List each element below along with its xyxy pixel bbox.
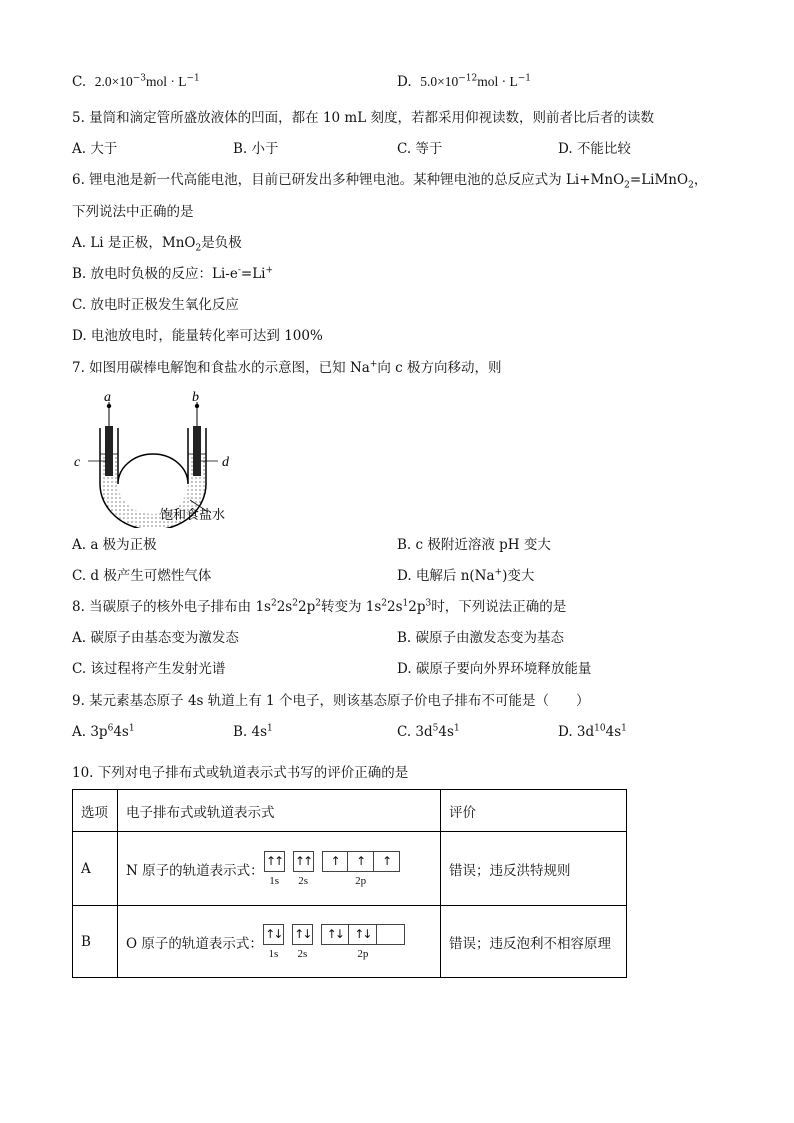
orbital-2s: ↑↑ 2s	[293, 851, 314, 887]
electrode-left	[105, 426, 113, 476]
q5-option-d: D. 不能比较	[558, 141, 631, 157]
orbital-1s: ↑↑ 1s	[264, 851, 285, 887]
fig-label-c: c	[74, 455, 81, 470]
orbital-2p: ↑ ↑ ↑ 2p	[322, 851, 400, 887]
table-row	[73, 906, 627, 978]
q8-option-c: C. 该过程将产生发射光谱	[72, 661, 226, 677]
row-a-eval: 错误；违反洪特规则	[441, 832, 627, 906]
q4-option-d: D. $5.0\times 10^{-12}mol \cdot L^{-1}$	[397, 73, 532, 90]
fig-label-solution: 饱和食盐水	[160, 508, 226, 523]
q8-stem: 8. 当碳原子的核外电子排布由 $1s^22s^22p^2$转变为 $1s^22s^12p^3$时，下列说法正确的是	[72, 598, 567, 615]
row-b-expression	[118, 906, 441, 978]
q7-option-d: D. 电解后 n(Na+)变大	[397, 567, 535, 584]
q10-stem: 10. 下列对电子排布式或轨道表示式书写的评价正确的是	[72, 765, 409, 781]
electrode-right	[193, 426, 201, 476]
row-a-desc: N 原子的轨道表示式：	[126, 862, 264, 879]
q9-option-a: A. $3p^64s^1$	[72, 723, 135, 740]
q5-option-c: C. 等于	[397, 141, 443, 157]
q8-option-d: D. 碳原子要向外界环境释放能量	[397, 661, 592, 677]
table-header-expression: 电子排布式或轨道表示式	[118, 790, 441, 832]
row-a-expression	[118, 832, 441, 906]
table-header-evaluation: 评价	[441, 790, 627, 832]
q5-option-a: A. 大于	[72, 141, 118, 157]
q9-stem: 9. 某元素基态原子 4s 轨道上有 1 个电子，则该基态原子价电子排布不可能是（ ）	[72, 693, 590, 709]
q6-stem-line2: 下列说法中正确的是	[72, 204, 194, 220]
u-tube-inner	[118, 428, 188, 484]
row-a-option: A	[73, 832, 118, 906]
orbital-2s: ↑↓ 2s	[292, 924, 313, 960]
q6-option-c: C. 放电时正极发生氧化反应	[72, 297, 239, 313]
q7-option-c: C. d 极产生可燃性气体	[72, 568, 212, 584]
table-row	[73, 832, 627, 906]
table-header-option: 选项	[73, 790, 118, 832]
q7-stem: 7. 如图用碳棒电解饱和食盐水的示意图，已知 Na+向 c 极方向移动，则	[72, 359, 502, 376]
row-b-option: B	[73, 906, 118, 978]
q10-table	[72, 789, 627, 978]
q5-stem: 5. 量筒和滴定管所盛放液体的凹面，都在 10 mL 刻度，若都采用仰视读数，则前者比后者的读数	[72, 110, 654, 126]
q9-option-b: B. $4s^1$	[233, 723, 273, 740]
q8-option-b: B. 碳原子由激发态变为基态	[397, 630, 565, 646]
q9-option-c: C. $3d^54s^1$	[397, 723, 460, 740]
orbital-1s: ↑↓ 1s	[263, 924, 284, 960]
q6-option-b: B. 放电时负极的反应：Li-e-=Li+	[72, 265, 274, 282]
fig-label-b: b	[192, 390, 199, 405]
row-b-desc: O 原子的轨道表示式：	[126, 935, 263, 952]
q6-option-a: A. Li 是正极，MnO$_2$是负极	[72, 235, 242, 254]
q7-option-b: B. c 极附近溶液 pH 变大	[397, 537, 551, 553]
q7-option-a: A. a 极为正极	[72, 537, 157, 553]
fig-label-d: d	[222, 455, 229, 470]
electrolysis-figure	[70, 388, 250, 528]
q8-option-a: A. 碳原子由基态变为激发态	[72, 630, 239, 646]
q9-option-d: D. $3d^{10}4s^1$	[558, 723, 627, 740]
orbital-2p: ↑↓ ↑↓ 2p	[321, 924, 405, 960]
q6-option-d: D. 电池放电时，能量转化率可达到 100%	[72, 328, 323, 344]
row-b-eval: 错误；违反泡利不相容原理	[441, 906, 627, 978]
q5-option-b: B. 小于	[233, 141, 279, 157]
fig-label-a: a	[104, 390, 111, 405]
table-header-row	[73, 790, 627, 832]
q4-option-c: C. $2.0\times 10^{-3}mol \cdot L^{-1}$	[72, 73, 200, 90]
q6-stem: 6. 锂电池是新一代高能电池，目前已研发出多种锂电池。某种锂电池的总反应式为 Li+MnO$_2$=LiMnO$_2$，	[72, 172, 708, 191]
